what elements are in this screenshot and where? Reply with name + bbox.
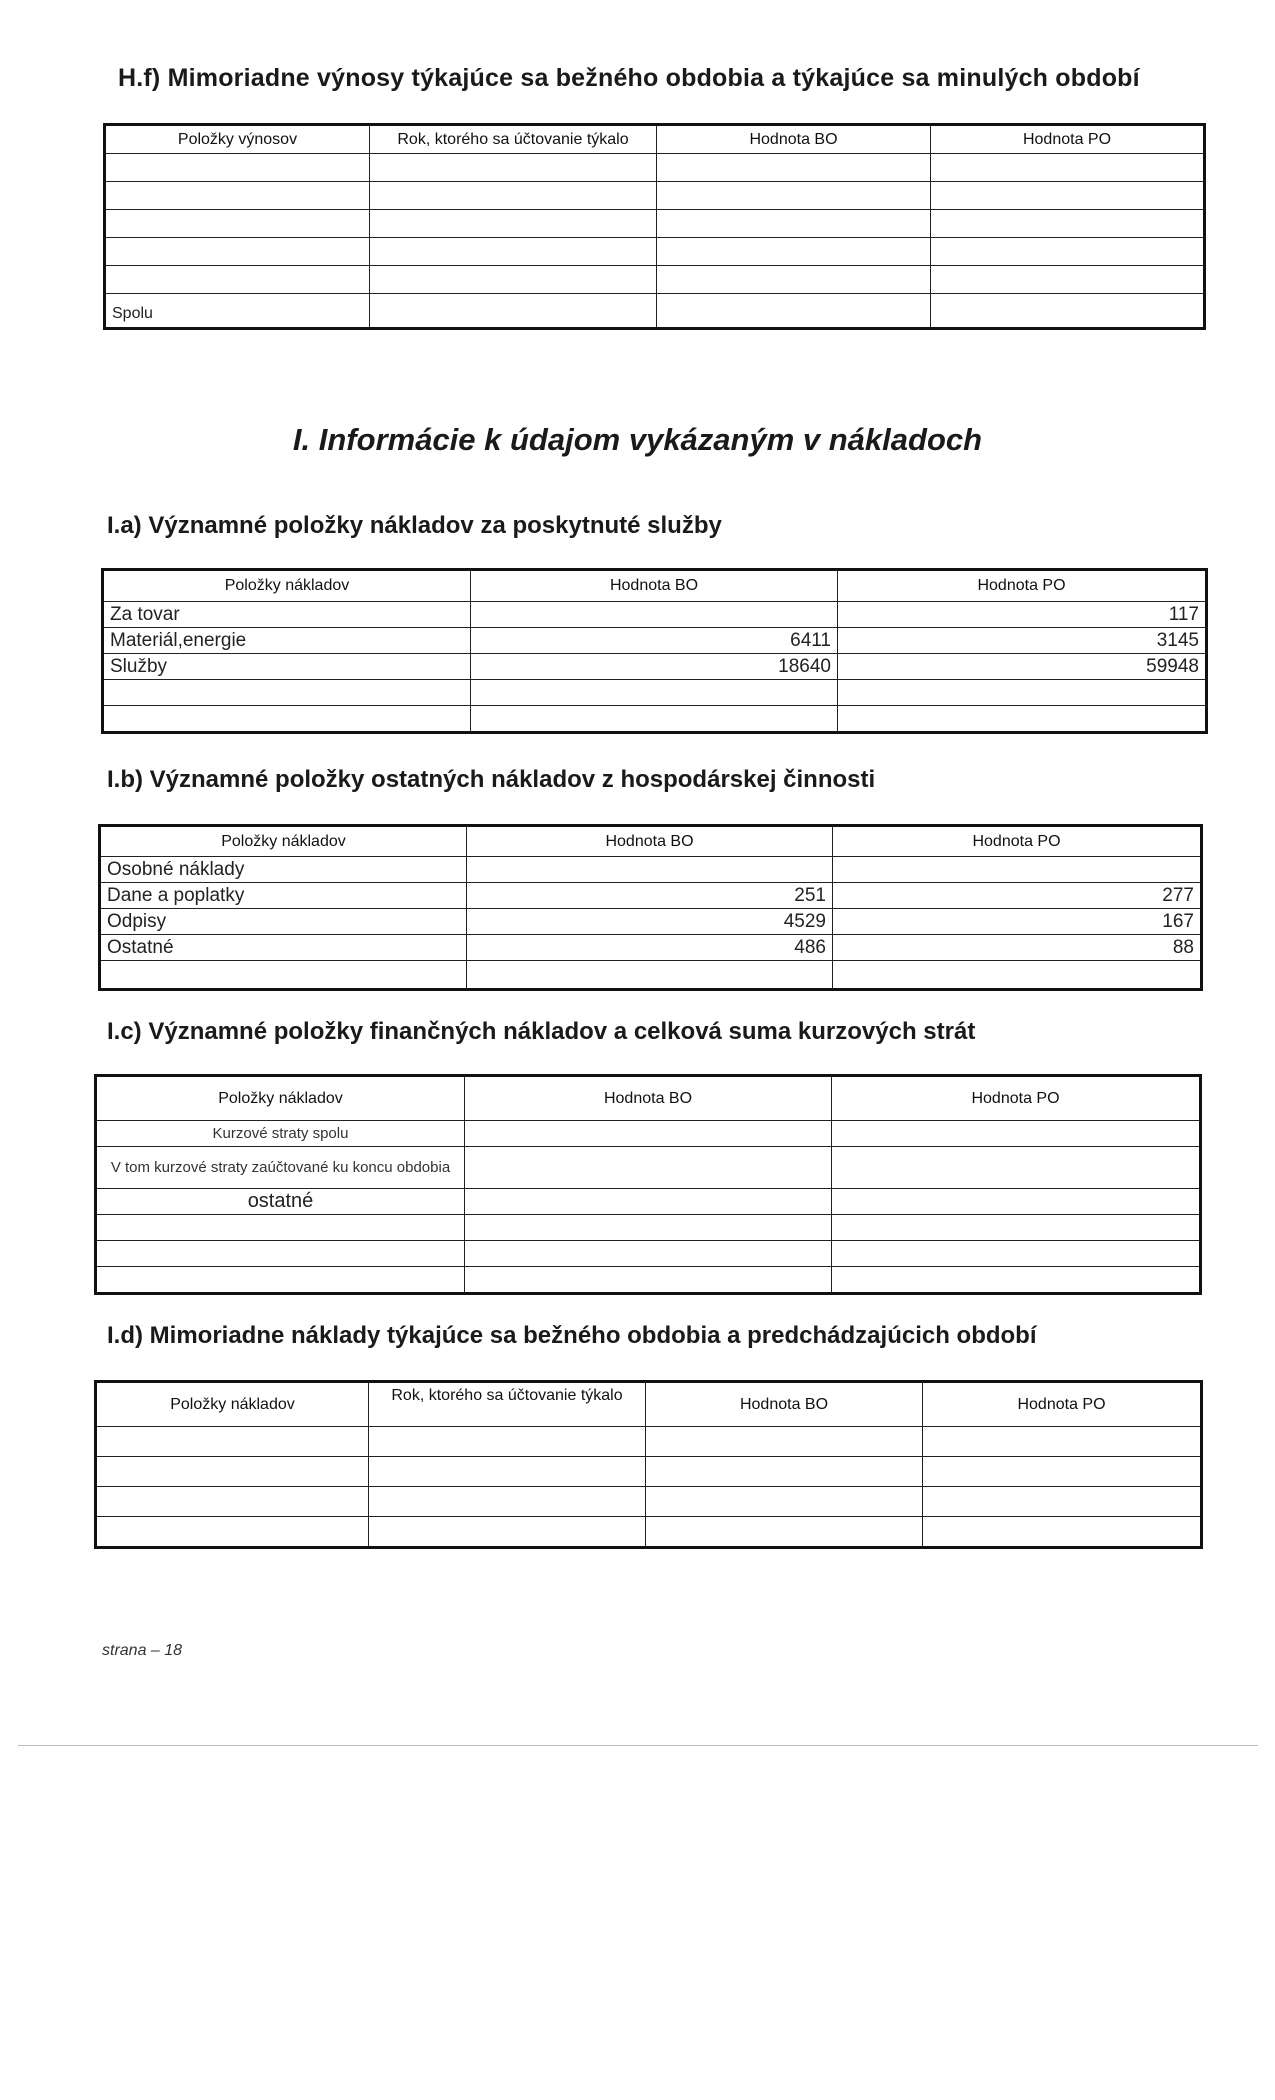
table-cell[interactable] xyxy=(465,1267,832,1293)
table-header-row xyxy=(101,827,1201,857)
table-cell[interactable] xyxy=(838,680,1206,706)
table-cell[interactable] xyxy=(467,961,833,989)
table-cell[interactable] xyxy=(465,1215,832,1241)
header-cost-items: Položky nákladov xyxy=(104,571,471,602)
table-service-costs xyxy=(103,570,1206,732)
table-row xyxy=(101,909,1201,935)
table-cell[interactable] xyxy=(657,154,931,182)
table-cell[interactable] xyxy=(106,154,370,182)
value-po[interactable]: 59948 xyxy=(838,654,1206,680)
table-cell[interactable] xyxy=(369,1517,646,1547)
header-cost-items: Položky nákladov xyxy=(97,1077,465,1121)
value-po[interactable] xyxy=(832,1147,1200,1189)
table-cell[interactable] xyxy=(370,154,657,182)
table-cell[interactable] xyxy=(97,1215,465,1241)
table-cell[interactable] xyxy=(923,1427,1201,1457)
table-cell[interactable] xyxy=(923,1457,1201,1487)
table-cell[interactable] xyxy=(931,154,1204,182)
row-label: Dane a poplatky xyxy=(101,883,467,909)
table-row xyxy=(97,1121,1200,1147)
value-po[interactable] xyxy=(832,1189,1200,1215)
table-cell[interactable] xyxy=(471,706,838,732)
table-row xyxy=(97,1427,1201,1457)
table-row xyxy=(97,1517,1201,1547)
table-cell[interactable] xyxy=(370,294,657,328)
table-financial-costs xyxy=(96,1076,1200,1293)
value-bo[interactable] xyxy=(465,1189,832,1215)
table-cell[interactable] xyxy=(106,182,370,210)
value-bo[interactable] xyxy=(465,1121,832,1147)
table-cell[interactable] xyxy=(931,266,1204,294)
value-po[interactable]: 117 xyxy=(838,602,1206,628)
table-row xyxy=(106,210,1204,238)
value-bo[interactable] xyxy=(465,1147,832,1189)
value-bo[interactable]: 18640 xyxy=(471,654,838,680)
table-row xyxy=(97,1457,1201,1487)
table-cell[interactable] xyxy=(646,1427,923,1457)
table-cell[interactable] xyxy=(657,210,931,238)
table-header-row xyxy=(97,1383,1201,1427)
table-row xyxy=(97,1241,1200,1267)
table-cell[interactable] xyxy=(370,266,657,294)
row-label: V tom kurzové straty zaúčtované ku koncu obdobia xyxy=(97,1147,465,1189)
table-cell[interactable] xyxy=(646,1517,923,1547)
table-row xyxy=(104,602,1206,628)
page-title: I. Informácie k údajom vykázaným v nákladoch xyxy=(292,422,983,457)
table-cell[interactable] xyxy=(370,210,657,238)
table-extraordinary-revenues xyxy=(105,125,1204,328)
row-label: ostatné xyxy=(97,1189,465,1215)
table-row xyxy=(101,935,1201,961)
section-title-ib: I.b) Významné položky ostatných nákladov z hospodárskej činnosti xyxy=(107,766,876,793)
header-value-po: Hodnota PO xyxy=(923,1383,1201,1427)
table-cell[interactable] xyxy=(97,1241,465,1267)
header-value-bo: Hodnota BO xyxy=(465,1077,832,1121)
table-cell[interactable] xyxy=(931,238,1204,266)
table-cell[interactable] xyxy=(657,182,931,210)
table-cell[interactable] xyxy=(369,1487,646,1517)
table-cell[interactable] xyxy=(104,680,471,706)
table-cell[interactable] xyxy=(97,1267,465,1293)
table-cell[interactable] xyxy=(657,238,931,266)
section-title-ia: I.a) Významné položky nákladov za poskytnuté služby xyxy=(107,512,722,539)
table-row xyxy=(101,883,1201,909)
value-bo[interactable] xyxy=(471,602,838,628)
header-year: Rok, ktorého sa účtovanie týkalo xyxy=(370,126,657,154)
header-value-po: Hodnota PO xyxy=(838,571,1206,602)
table-cell[interactable] xyxy=(101,961,467,989)
row-label: Za tovar xyxy=(104,602,471,628)
header-cost-items: Položky nákladov xyxy=(97,1383,369,1427)
table-cell[interactable] xyxy=(369,1427,646,1457)
table-row xyxy=(101,961,1201,989)
row-label: Osobné náklady xyxy=(101,857,467,883)
table-row xyxy=(97,1487,1201,1517)
value-bo[interactable]: 4529 xyxy=(467,909,833,935)
table-row xyxy=(104,654,1206,680)
table-row xyxy=(97,1147,1200,1189)
table-other-operating-costs xyxy=(100,826,1201,989)
value-bo[interactable]: 251 xyxy=(467,883,833,909)
total-label: Spolu xyxy=(106,294,370,328)
row-label: Ostatné xyxy=(101,935,467,961)
table-cell[interactable] xyxy=(465,1241,832,1267)
row-label: Kurzové straty spolu xyxy=(97,1121,465,1147)
header-revenue-items: Položky výnosov xyxy=(106,126,370,154)
value-bo[interactable] xyxy=(467,857,833,883)
table-cell[interactable] xyxy=(923,1487,1201,1517)
table-cell[interactable] xyxy=(833,961,1201,989)
table-row xyxy=(106,154,1204,182)
header-value-po: Hodnota PO xyxy=(832,1077,1200,1121)
value-po[interactable]: 88 xyxy=(833,935,1201,961)
table-extraordinary-costs xyxy=(96,1382,1201,1547)
value-po[interactable]: 167 xyxy=(833,909,1201,935)
table-cell[interactable] xyxy=(97,1487,369,1517)
header-value-bo: Hodnota BO xyxy=(467,827,833,857)
value-bo[interactable]: 486 xyxy=(467,935,833,961)
value-po[interactable] xyxy=(832,1121,1200,1147)
table-row xyxy=(97,1267,1200,1293)
value-po[interactable]: 277 xyxy=(833,883,1201,909)
table-cell[interactable] xyxy=(931,210,1204,238)
table-cell[interactable] xyxy=(97,1457,369,1487)
table-cell[interactable] xyxy=(471,680,838,706)
section-title-id: I.d) Mimoriadne náklady týkajúce sa bežného obdobia a predchádzajúcich období xyxy=(107,1322,1037,1349)
table-cell[interactable] xyxy=(832,1215,1200,1241)
header-value-po: Hodnota PO xyxy=(931,126,1204,154)
header-cost-items: Položky nákladov xyxy=(101,827,467,857)
total-row xyxy=(106,294,1204,328)
value-bo[interactable]: 6411 xyxy=(471,628,838,654)
table-row xyxy=(106,182,1204,210)
row-label: Služby xyxy=(104,654,471,680)
table-cell[interactable] xyxy=(369,1457,646,1487)
table-header-row xyxy=(104,571,1206,602)
scan-edge-line xyxy=(18,1745,1258,1746)
section-title-hf: H.f) Mimoriadne výnosy týkajúce sa bežného obdobia a týkajúce sa minulých období xyxy=(118,64,1140,92)
table-row xyxy=(104,628,1206,654)
table-cell[interactable] xyxy=(106,210,370,238)
header-value-po: Hodnota PO xyxy=(833,827,1201,857)
table-row xyxy=(97,1189,1200,1215)
table-row xyxy=(101,857,1201,883)
table-row xyxy=(104,680,1206,706)
table-cell[interactable] xyxy=(657,266,931,294)
header-value-bo: Hodnota BO xyxy=(657,126,931,154)
table-cell[interactable] xyxy=(657,294,931,328)
table-cell[interactable] xyxy=(931,294,1204,328)
value-po[interactable] xyxy=(833,857,1201,883)
table-cell[interactable] xyxy=(106,266,370,294)
table-header-row xyxy=(106,126,1204,154)
table-cell[interactable] xyxy=(646,1487,923,1517)
table-cell[interactable] xyxy=(646,1457,923,1487)
table-row xyxy=(106,238,1204,266)
table-row xyxy=(106,266,1204,294)
table-cell[interactable] xyxy=(832,1241,1200,1267)
header-value-bo: Hodnota BO xyxy=(471,571,838,602)
table-header-row xyxy=(97,1077,1200,1121)
table-row xyxy=(97,1215,1200,1241)
row-label: Odpisy xyxy=(101,909,467,935)
table-cell[interactable] xyxy=(832,1267,1200,1293)
table-cell[interactable] xyxy=(104,706,471,732)
table-row xyxy=(104,706,1206,732)
table-cell[interactable] xyxy=(370,182,657,210)
value-po[interactable]: 3145 xyxy=(838,628,1206,654)
page-number: strana – 18 xyxy=(102,1642,183,1659)
table-cell[interactable] xyxy=(97,1427,369,1457)
header-value-bo: Hodnota BO xyxy=(646,1383,923,1427)
table-cell[interactable] xyxy=(838,706,1206,732)
table-cell[interactable] xyxy=(931,182,1204,210)
header-year: Rok, ktorého sa účtovanie týkalo xyxy=(369,1383,646,1427)
table-cell[interactable] xyxy=(106,238,370,266)
table-cell[interactable] xyxy=(97,1517,369,1547)
row-label: Materiál,energie xyxy=(104,628,471,654)
table-cell[interactable] xyxy=(923,1517,1201,1547)
section-title-ic: I.c) Významné položky finančných nákladov a celková suma kurzových strát xyxy=(107,1018,976,1045)
table-cell[interactable] xyxy=(370,238,657,266)
